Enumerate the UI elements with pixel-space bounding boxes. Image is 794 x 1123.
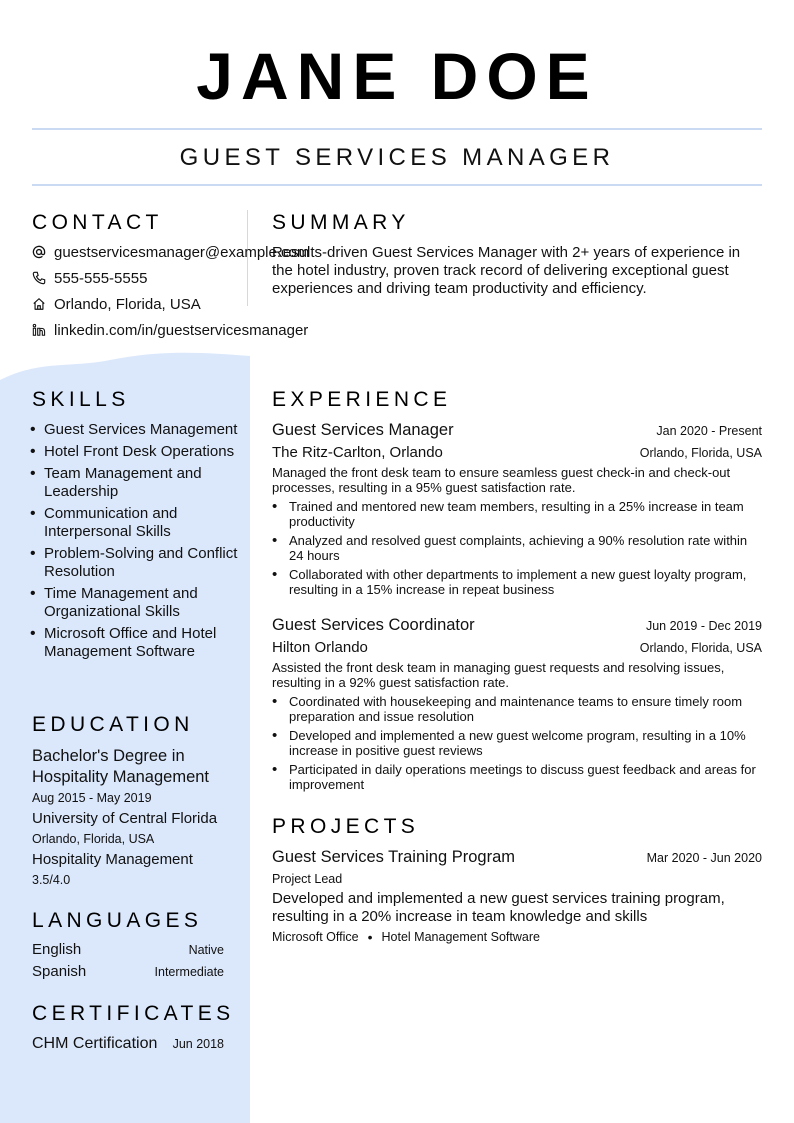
contact-heading: CONTACT	[32, 211, 163, 234]
skill-item: • Communication and Interpersonal Skills	[30, 505, 242, 541]
skill-item: • Team Management and Leadership	[30, 465, 242, 501]
job-title-header: GUEST SERVICES MANAGER	[179, 144, 615, 171]
contact-phone-text: 555-555-5555	[54, 269, 148, 287]
job-dates: Jan 2020 - Present	[656, 424, 762, 438]
job-title: Guest Services Manager	[272, 421, 454, 439]
project-entry	[272, 848, 762, 945]
language-row	[32, 963, 224, 980]
project-role: Project Lead	[272, 872, 343, 886]
skill-item: • Guest Services Management	[30, 421, 242, 439]
job-bullet: • Collaborated with other departments to implement a new guest loyalty program, resulting in a 15% increase in repeat business	[272, 567, 762, 597]
certificate-name: CHM Certification	[32, 1035, 158, 1052]
skills-heading: SKILLS	[32, 388, 130, 411]
education-school: University of Central Florida	[32, 810, 218, 827]
linkedin-icon	[32, 323, 46, 337]
contact-email[interactable]	[32, 241, 309, 263]
language-level: Native	[188, 943, 224, 957]
job-bullet: • Developed and implemented a new guest welcome program, resulting in a 10% increase in positive guest reviews	[272, 728, 762, 758]
education-location: Orlando, Florida, USA	[32, 832, 155, 846]
project-tool: Hotel Management Software	[381, 930, 540, 944]
job-dates: Jun 2019 - Dec 2019	[645, 619, 762, 633]
project-dates: Mar 2020 - Jun 2020	[646, 851, 762, 865]
at-icon	[32, 245, 46, 259]
summary-heading: SUMMARY	[272, 211, 410, 234]
language-name: English	[32, 941, 82, 958]
language-row	[32, 941, 224, 958]
skill-item: • Microsoft Office and Hotel Management Software	[30, 625, 242, 661]
job-bullet: • Analyzed and resolved guest complaints, achieving a 90% resolution rate within 24 hours	[272, 533, 762, 563]
project-tools	[272, 929, 762, 945]
contact-email-text: guestservicesmanager@example.com	[54, 243, 310, 261]
job-title: Guest Services Coordinator	[272, 616, 475, 634]
job-description: Assisted the front desk team in managing guest requests and resolving issues, resulting in a 92% guest satisfaction rate.	[272, 660, 725, 690]
header-divider-bottom	[32, 184, 762, 186]
job-bullet: • Coordinated with housekeeping and maintenance teams to ensure timely room preparation and issue resolution	[272, 694, 762, 724]
certificate-date: Jun 2018	[172, 1037, 224, 1051]
skill-item: • Time Management and Organizational Skills	[30, 585, 242, 621]
contact-linkedin-text: linkedin.com/in/guestservicesmanager	[54, 321, 309, 339]
education-degree: Bachelor's Degree in Hospitality Management	[32, 747, 210, 786]
contact-location	[32, 293, 201, 315]
education-gpa: 3.5/4.0	[32, 873, 71, 887]
phone-icon	[32, 271, 46, 285]
home-icon	[32, 297, 46, 311]
job-entry	[272, 616, 762, 792]
experience-heading: EXPERIENCE	[272, 388, 452, 411]
job-location: Orlando, Florida, USA	[639, 446, 762, 460]
project-tool: Microsoft Office	[272, 930, 359, 944]
candidate-name: JANE DOE	[196, 39, 598, 113]
skill-item: • Problem-Solving and Conflict Resolution	[30, 545, 242, 581]
job-bullet: • Participated in daily operations meetings to discuss guest feedback and areas for improvement	[272, 762, 762, 792]
certificates-heading: CERTIFICATES	[32, 1002, 235, 1025]
contact-linkedin[interactable]	[32, 319, 308, 341]
project-description: Developed and implemented a new guest services training program, resulting in a 20% increase in team knowledge and skills	[272, 890, 725, 925]
contact-phone[interactable]	[32, 267, 147, 289]
language-level: Intermediate	[154, 965, 224, 979]
skills-list	[30, 421, 242, 665]
job-location: Orlando, Florida, USA	[639, 641, 762, 655]
tool-separator: •	[367, 929, 373, 945]
header-divider-top	[32, 128, 762, 130]
projects-heading: PROJECTS	[272, 815, 420, 838]
job-bullet: • Trained and mentored new team members, resulting in a 25% increase in team productivity	[272, 499, 762, 529]
contact-location-text: Orlando, Florida, USA	[54, 295, 201, 313]
education-heading: EDUCATION	[32, 713, 194, 736]
job-description: Managed the front desk team to ensure seamless guest check-in and check-out processes, resulting in a 95% guest satisfaction rate.	[272, 465, 731, 495]
job-company: Hilton Orlando	[272, 639, 368, 656]
language-name: Spanish	[32, 963, 87, 980]
summary-text: Results-driven Guest Services Manager with 2+ years of experience in the hotel industry, proven track record of delivering exceptional guest experiences and driving team productivity and efficiency.	[272, 244, 741, 297]
job-company: The Ritz-Carlton, Orlando	[272, 444, 443, 461]
project-title: Guest Services Training Program	[272, 848, 516, 866]
skill-item: • Hotel Front Desk Operations	[30, 443, 242, 461]
job-entry	[272, 421, 762, 597]
education-dates: Aug 2015 - May 2019	[32, 791, 152, 805]
certificate-row	[32, 1035, 224, 1053]
languages-heading: LANGUAGES	[32, 909, 203, 932]
education-field: Hospitality Management	[32, 851, 193, 868]
